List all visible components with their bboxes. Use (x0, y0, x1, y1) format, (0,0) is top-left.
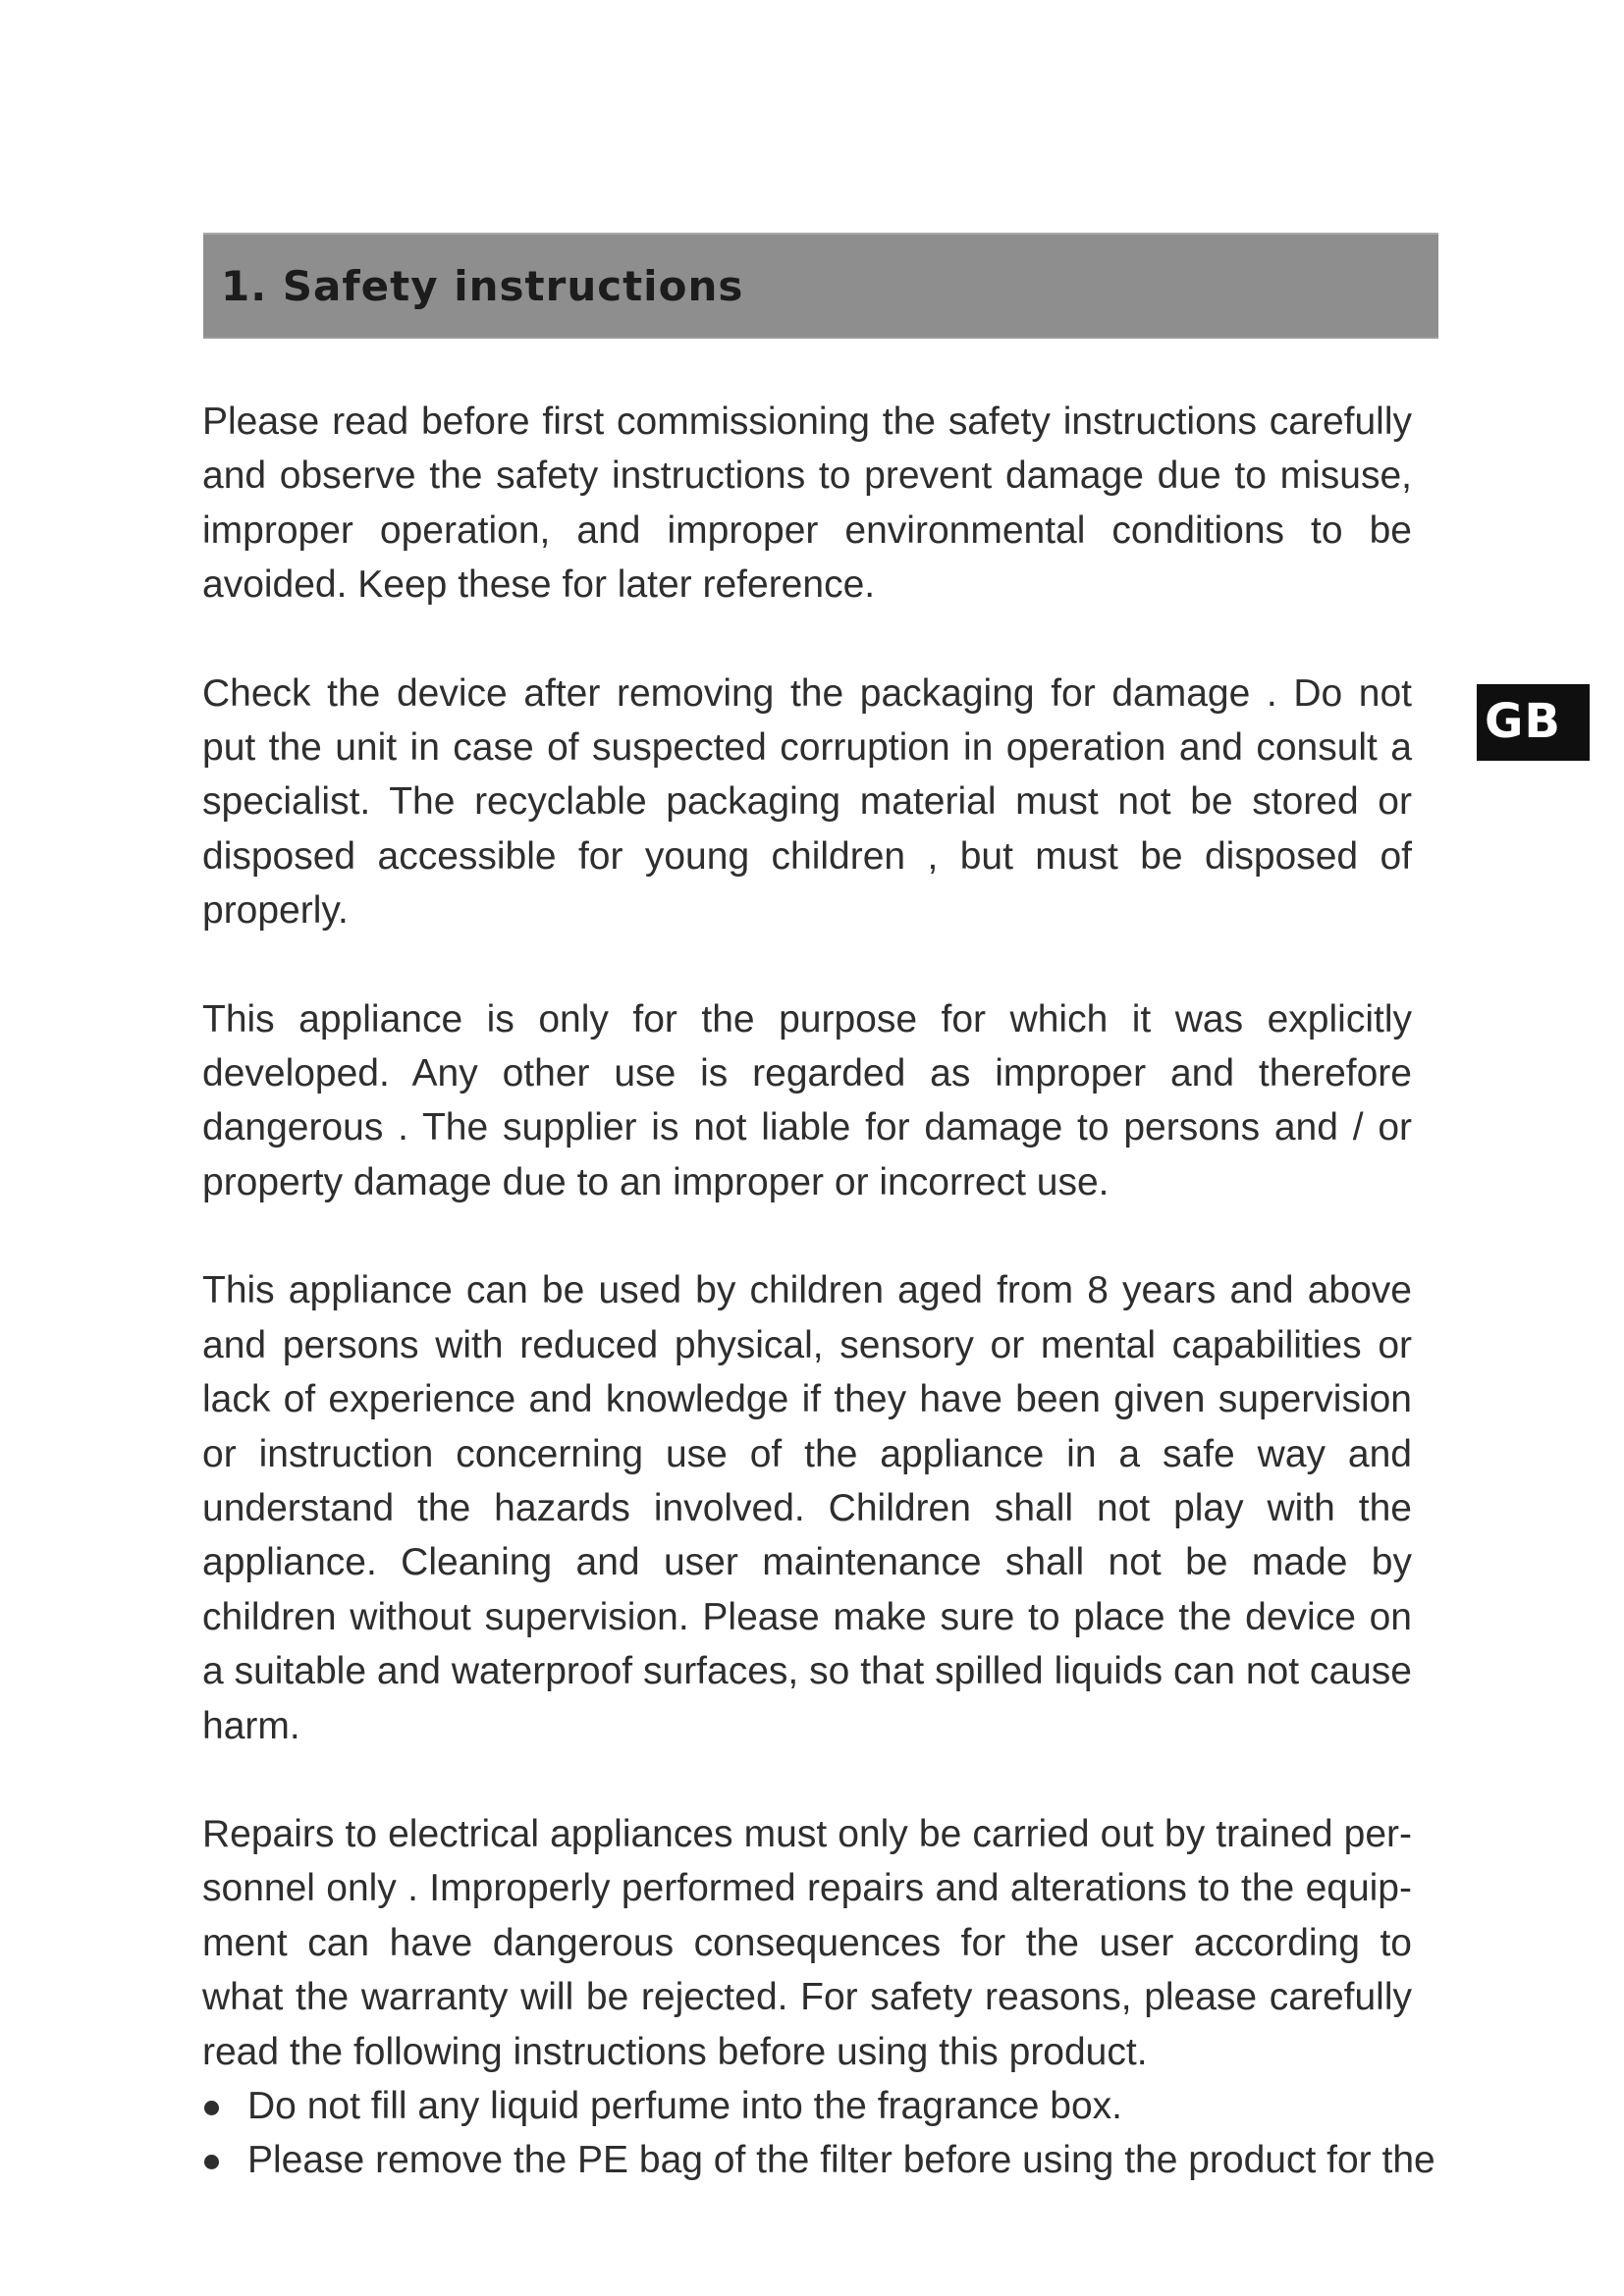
paragraph-repairs: Repairs to electrical appliances must only be carried out by trained personnel only . Improperly performed repairs and alterations to the equipment can have dangerous consequences for the user according to what the warranty will be rejected. For safety reasons, please carefully read the following instructions before using this product. (202, 1812, 1412, 2073)
paragraph-check-device: Check the device after removing the packaging for damage . Do not put the unit in case of suspected corruption in operation and consult a specialist. The recyclable packaging material must not be stored or disposed accessible for young children , but must be disposed of properly. (202, 671, 1412, 933)
language-tab (1477, 684, 1590, 761)
page-title: 1. Safety instructions (221, 262, 744, 310)
list-item (202, 2079, 1412, 2133)
list-item-text: Please remove the PE bag of the filter before using the product for the (247, 2139, 1435, 2182)
paragraph-children-use: This appliance can be used by children aged from 8 years and above and persons with reduced physical, sensory or mental capabilities or lack of experience and knowledge if they have been given supervision or instruction concerning use of the appliance in a safe way and understand the hazards involved. Children shall not play with the appliance. Cleaning and user maintenance shall not be made by children without supervision. Please make sure to place the device on a suitable and waterproof surfaces, so that spilled liquids can not cause harm. (202, 1269, 1412, 1747)
safety-text-body (202, 395, 1435, 2188)
list-item (202, 2133, 1435, 2187)
list-item-text: Do not fill any liquid perfume into the fragrance box. (247, 2084, 1123, 2127)
paragraph-read-instructions: Please read before first commissioning the safety instructions carefully and observe the safety instructions to prevent damage due to misuse, improper operation, and improper environmental conditions to be avoided. Keep these for later reference. (202, 400, 1412, 607)
instruction-list (202, 2079, 1435, 2188)
bullet-icon (204, 2155, 219, 2169)
paragraph-intended-use: This appliance is only for the purpose for which it was explicitly developed. Any other use is regarded as improper and therefore dangerous . The supplier is not liable for damage to persons and / or property damage due to an improper or incorrect use. (202, 997, 1412, 1203)
language-tab-label: GB (1485, 694, 1561, 749)
bullet-icon (204, 2101, 219, 2115)
section-header-bar (203, 233, 1438, 339)
